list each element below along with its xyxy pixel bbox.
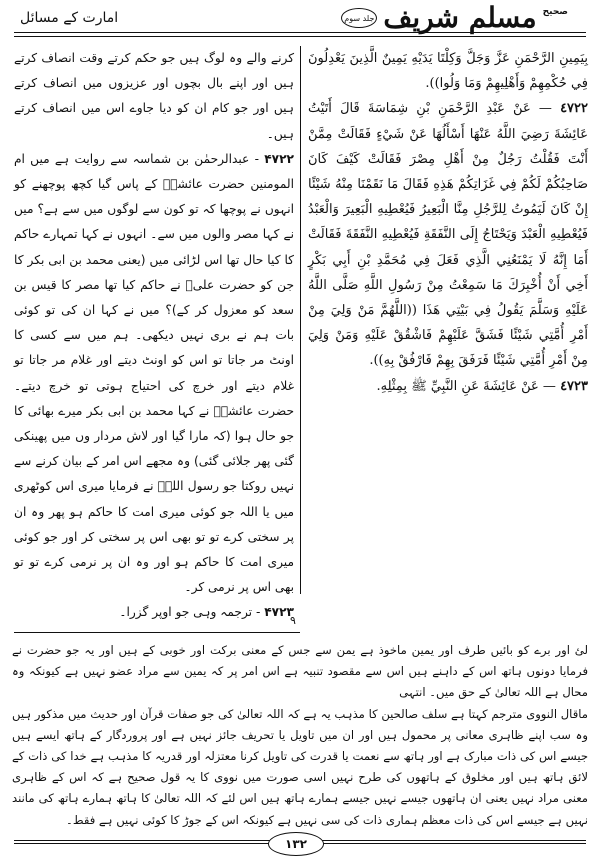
urdu-text: کرنے والے وہ لوگ ہیں جو حکم کرتے وقت انصاف کرتے ہیں اور اپنے بال بچوں اور عزیزوں میں انصاف کرتے ہیں اور جو کام ان کو دیا جاوے اس میں انصاف کرتے ہیں۔ — [14, 51, 294, 141]
urdu-text: ترجمہ وہی جو اوپر گزرا۔ — [119, 605, 253, 620]
page-header — [14, 1, 586, 40]
arabic-text: عَنْ عَائِشَةَ عَنِ النَّبِيِّ ﷺ بِمِثْلِهِ. — [376, 378, 539, 394]
footnotes — [12, 640, 588, 832]
book-prefix: صحيح — [542, 7, 568, 17]
hadith-number: ۴۷۲۲ — [264, 151, 294, 166]
urdu-text: عبدالرحمٰن بن شماسہ سے روایت ہے میں ام المومنین حضرت عائشہؓ کے پاس گیا کچھ پوچھنے کو انہوں نے پوچھا کہ تو کون سے لوگوں میں سے ہے؟ میں نے کہا مصر والوں میں سے۔ انہوں نے کہا تمہارے حاکم کا کیا حال تھا اس لڑائی میں (یعنی محمد بن ابی بکر کا جن کو حضرت علیؓ نے حاکم کیا تھا مصر کا قیس بن سعد کو معزول کر کے)؟ میں نے کہا ان کی تو کوئی بات ہم نے بری نہیں دیکھی۔ ہم میں سے کسی کا اونٹ مر جاتا تو اس کو اونٹ دیتے اور غلام مر جاتا تو غلام دیتے اور خرچ کی احتیاج ہوتی تو خرچ دیتے۔ حضرت عائشہؓ نے کہا محمد بن ابی بکر میرے بھائی کا جو حال ہوا (کہ مارا گیا اور لاش مردار وں میں پھینکی گئی پھر جلائی گئی) وہ مجھے اس امر کے بیان کرنے سے نہیں روکتا جو رسول اللہؐ نے فرمایا میری اس کوٹھری میں یا اللہ جو کوئی میری امت کا حاکم ہو پھر وہ ان پر سختی کرے تو تو بھی اس پر سختی کر اور جو کوئی میری امت کا حاکم ہو اور وہ ان پر نرمی کرے تو تو بھی اس پر نرمی کر۔ — [14, 151, 294, 595]
hadith-number: ٤٧٢٢ — [560, 101, 588, 117]
book-title: مسلم شریف — [383, 1, 537, 34]
hadith-number: ٤٧٢٣ — [560, 378, 588, 394]
header-rule — [14, 32, 586, 33]
arabic-paragraph — [308, 46, 588, 96]
footnote-paragraph: ماقال النووی مترجم کہتا ہے سلف صالحین کا مذہب یہ ہے کہ اللہ تعالیٰ کی جو صفات قرآن اور حدیث میں مذکور ہیں وہ سب اپنے ظاہری معانی پر محمول ہیں اور ان میں تاویل یا تحریف جائز نہیں ہے اور پروردگار کے ہاتھ ایسے ہیں جیسے اس کی ذات مبارک ہے اور ہاتھ سے نعمت یا قدرت کی تاویل کرنا معتزلہ اور قدریہ کا مذہب ہے خدا کی ذات کے لائق ہاتھ ہیں اور مخلوق کے ہاتھوں کی طرح نہیں اسی صورت میں نووی کا یہ قول صحیح ہے کہ اس کے ظاہری معنی مراد نہیں یعنی ان ہاتھوں جیسے نہیں جیسے ہمارے ہاتھ ہیں اس لئے کہ اللہ تعالیٰ کا ہاتھ ہمارے ہاتھ کی مانند نہیں ہے جیسے اس کی ذات معظم ہماری ذات کی سی نہیں ہے کیونکہ اس کے جوڑ کا کوئی نہیں ہے فقط۔ — [12, 706, 588, 827]
arabic-text-column — [308, 46, 588, 594]
footnote-paragraph: لئ اور برے کو بائیں طرف اور یمین ماخوذ ہے یمن سے جس کے معنی برکت اور خوبی کے ہیں اور یہ جو حضرت نے فرمایا دونوں ہاتھ اس کے داہنے ہیں اس سے مقصود تنبیہ ہے اس امر پر کہ یمین سے مراد عضو نہیں ہے کیونکہ وہ محال ہے اللہ تعالیٰ کے حق میں۔ انتہی — [12, 643, 588, 700]
header-rule-inner — [14, 36, 586, 37]
arabic-paragraph: ٤٧٢٢ — عَنْ عَبْدِ الرَّحْمَنِ بْنِ شِمَاسَةَ قَالَ أَتَيْتُ عَائِشَةَ رَضِيَ اللَّهُ عَنْهَا أَسْأَلُهَا عَنْ شَيْءٍ فَقَالَتْ مِمَّنْ أَنْتَ فَقُلْتُ رَجُلٌ مِنْ أَهْلِ مِصْرَ فَقَالَتْ كَيْفَ كَانَ صَاحِبُكُمْ لَكُمْ فِي غَزَاتِكُمْ هَذِهِ فَقَالَ مَا نَقَمْنَا مِنْهُ شَيْئًا إِنْ كَانَ لَيَمُوتُ لِلرَّجُلِ مِنَّا الْبَعِيرُ فَيُعْطِيهِ الْبَعِيرَ وَالْعَبْدُ فَيُعْطِيهِ الْعَبْدَ وَيَحْتَاجُ إِلَى النَّفَقَةِ فَيُعْطِيهِ النَّفَقَةَ فَقَالَتْ أَمَا إِنَّهُ لَا يَمْنَعُنِي الَّذِي فَعَلَ فِي مُحَمَّدِ بْنِ أَبِي بَكْرٍ أَخِي أَنْ أُخْبِرَكَ مَا سَمِعْتُ مِنْ رَسُولِ اللَّهِ صَلَّى اللَّهُ عَلَيْهِ وَسَلَّمَ يَقُولُ فِي بَيْتِي هَذَا ((اللَّهُمَّ مَنْ وَلِيَ مِنْ أَمْرِ أُمَّتِي شَيْئًا فَشَقَّ عَلَيْهِمْ فَاشْقُقْ عَلَيْهِ وَمَنْ وَلِيَ مِنْ أَمْرِ أُمَّتِي شَيْئًا فَرَفَقَ بِهِمْ فَارْفُقْ بِهِ)). — [308, 101, 588, 369]
arabic-text: عَنْ عَبْدِ الرَّحْمَنِ بْنِ شِمَاسَةَ قَالَ أَتَيْتُ عَائِشَةَ رَضِيَ اللَّهُ عَنْهَا أَسْأَلُهَا عَنْ شَيْءٍ فَقَالَتْ مِمَّنْ أَنْتَ فَقُلْتُ رَجُلٌ مِنْ أَهْلِ مِصْرَ فَقَالَتْ كَيْفَ كَانَ صَاحِبُكُمْ لَكُمْ فِي غَزَاتِكُمْ هَذِهِ فَقَالَ مَا نَقَمْنَا مِنْهُ شَيْئًا إِنْ كَانَ لَيَمُوتُ لِلرَّجُلِ مِنَّا الْبَعِيرُ فَيُعْطِيهِ الْبَعِيرَ وَالْعَبْدُ فَيُعْطِيهِ الْعَبْدَ وَيَحْتَاجُ إِلَى النَّفَقَةِ فَيُعْطِيهِ النَّفَقَةَ فَقَالَتْ أَمَا إِنَّهُ لَا يَمْنَعُنِي الَّذِي فَعَلَ فِي مُحَمَّدِ بْنِ أَبِي بَكْرٍ أَخِي أَنْ أُخْبِرَكَ مَا سَمِعْتُ مِنْ رَسُولِ اللَّهِ صَلَّى اللَّهُ عَلَيْهِ وَسَلَّمَ يَقُولُ فِي بَيْتِي هَذَا ((اللَّهُمَّ مَنْ وَلِيَ مِنْ أَمْرِ أُمَّتِي شَيْئًا فَشَقَّ عَلَيْهِمْ فَاشْقُقْ عَلَيْهِ وَمَنْ وَلِيَ مِنْ أَمْرِ أُمَّتِي شَيْئًا فَرَفَقَ بِهِمْ فَارْفُقْ بِهِ)). — [308, 101, 588, 369]
volume-badge: جلد سوم — [341, 8, 377, 28]
urdu-paragraph: ۴۷۲۳ - ترجمہ وہی جو اوپر گزرا۔ — [119, 605, 294, 620]
column-divider — [300, 46, 301, 594]
urdu-paragraph: ۴۷۲۲ - عبدالرحمٰن بن شماسہ سے روایت ہے میں ام المومنین حضرت عائشہؓ کے پاس گیا کچھ پوچھنے کو انہوں نے پوچھا کہ تو کون سے لوگوں میں سے ہے؟ میں نے کہا مصر والوں میں سے۔ انہوں نے کہا تمہارے حاکم کا کیا حال تھا اس لڑائی میں (یعنی محمد بن ابی بکر کا جن کو حضرت علیؓ نے حاکم کیا تھا مصر کا قیس بن سعد کو معزول کر کے)؟ میں نے کہا ان کی تو کوئی بات ہم نے بری نہیں دیکھی۔ ہم میں سے کسی کا اونٹ مر جاتا تو اس کو اونٹ دیتے اور غلام مر جاتا تو غلام دیتے اور خرچ کی احتیاج ہوتی تو خرچ دیتے۔ حضرت عائشہؓ نے کہا محمد بن ابی بکر میرے بھائی کا جو حال ہوا (کہ مارا گیا اور لاش مردار وں میں پھینکی گئی پھر جلائی گئی) وہ مجھے اس امر کے بیان کرنے سے نہیں روکتا جو رسول اللہؐ نے فرمایا میری اس کوٹھری میں یا اللہ جو کوئی میری امت کا حاکم ہو پھر وہ ان پر سختی کرے تو تو بھی اس پر سختی کر اور جو کوئی میری امت کا حاکم ہو اور وہ ان پر نرمی کرے تو تو بھی اس پر نرمی کر۔ — [14, 151, 294, 595]
arabic-paragraph: ٤٧٢٣ — عَنْ عَائِشَةَ عَنِ النَّبِيِّ ﷺ بِمِثْلِهِ. — [376, 378, 588, 394]
column-end-marker: ۹ — [290, 614, 296, 627]
chapter-title: امارت کے مسائل — [20, 10, 119, 26]
urdu-translation-column — [14, 46, 294, 620]
page-number: ۱۳۲ — [268, 832, 324, 856]
book-title-group — [341, 1, 568, 34]
urdu-paragraph — [14, 46, 294, 147]
footnote-rule — [14, 632, 300, 633]
hadith-number: ۴۷۲۳ — [264, 605, 294, 620]
arabic-text: بِيَمِينِ الرَّحْمَنِ عَزَّ وَجَلَّ وَكِلْتَا يَدَيْهِ يَمِينٌ الَّذِينَ يَعْدِلُونَ فِي حُكْمِهِمْ وَأَهْلِيهِمْ وَمَا وَلُوا)). — [308, 51, 588, 92]
